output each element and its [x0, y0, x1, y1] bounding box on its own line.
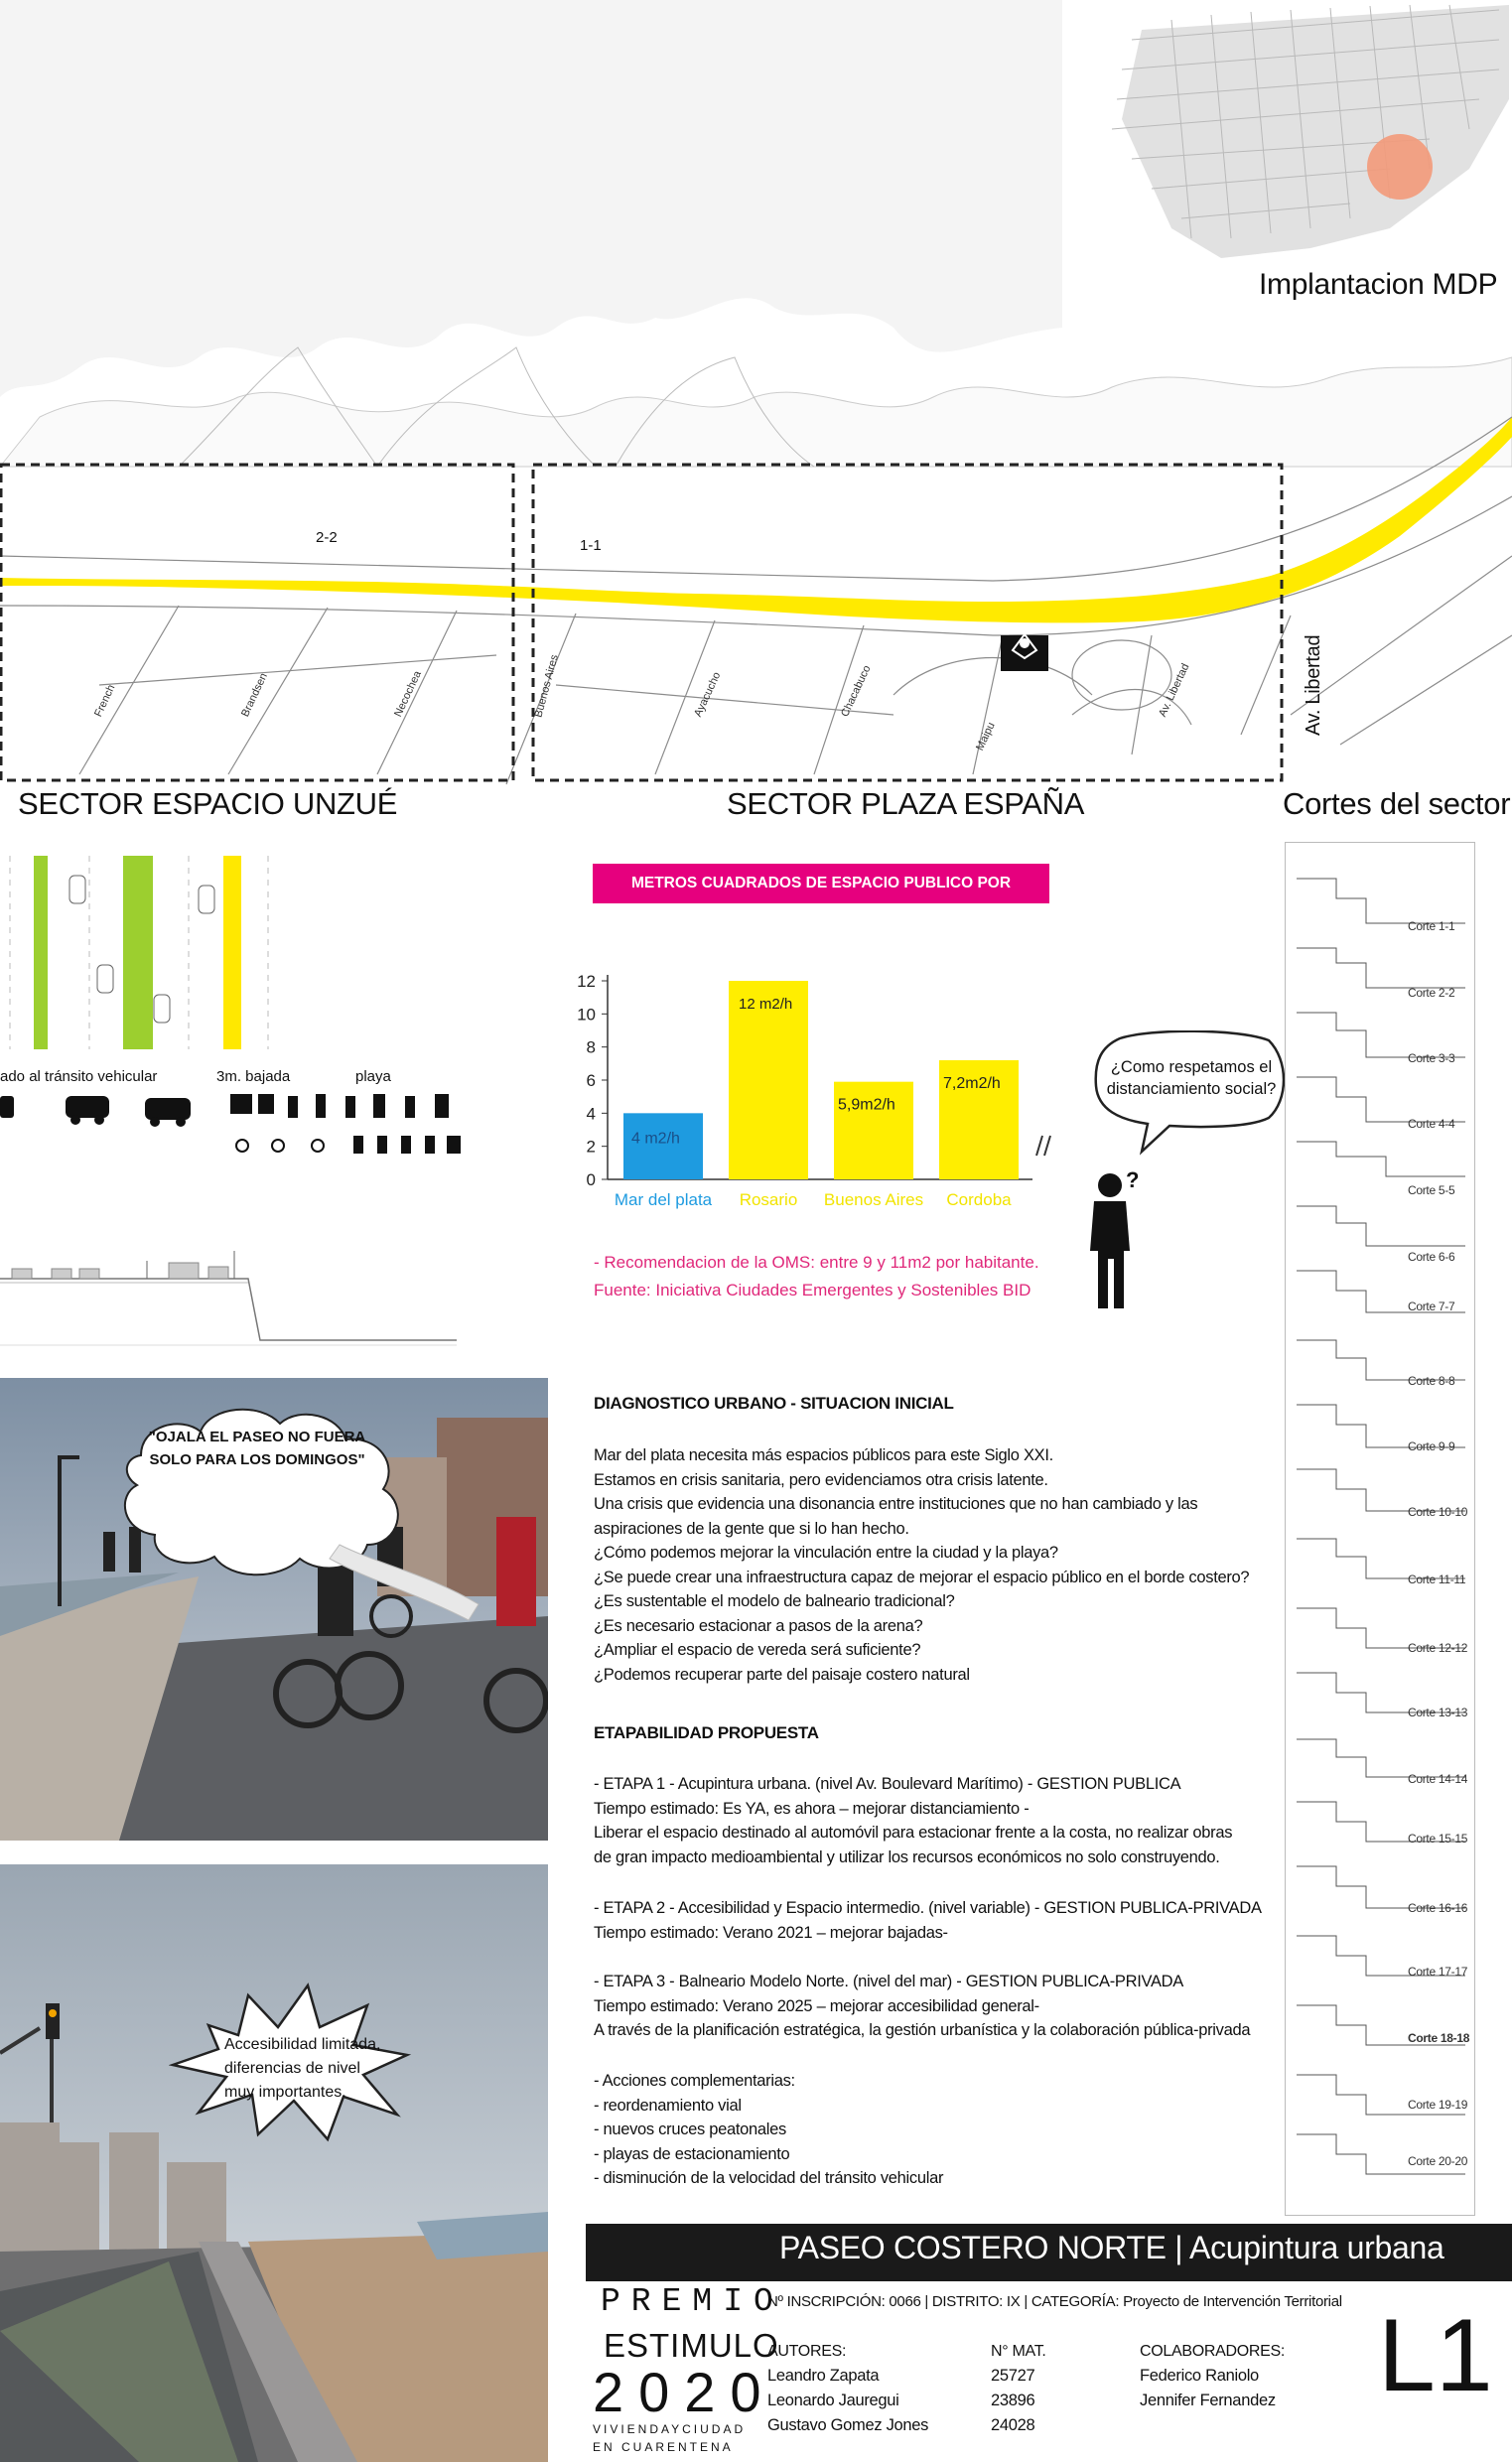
autor-3: Gustavo Gomez Jones [767, 2416, 929, 2434]
corte-label: Corte 9-9 [1408, 1439, 1455, 1453]
etapa-1: - ETAPA 1 - Acupintura urbana. (nivel Av. Boulevard Marítimo) - GESTION PUBLICA Tiempo estimado: Es YA, es ahora – mejorar distanciamiento - Liberar el espacio destinado al automóvil para estacionar frente a la costa, no realizar obras de gran impacto medioambiental y utilizar los recursos económicos no solo construyendo. [594, 1775, 1233, 1866]
section-label-1-1: 1-1 [580, 537, 602, 554]
mat-1: 25727 [991, 2367, 1035, 2385]
corte-label: Corte 12-12 [1408, 1641, 1468, 1655]
corte-label: Corte 15-15 [1408, 1832, 1468, 1846]
category-label: Rosario [739, 1190, 798, 1209]
sheet-number: L1 [1378, 2298, 1493, 2413]
corte-label: Corte 10-10 [1408, 1505, 1468, 1519]
corte-label: Corte 1-1 [1408, 919, 1455, 933]
street-label: French [92, 682, 118, 719]
corte-label: Corte 16-16 [1408, 1901, 1468, 1915]
bar-chart [556, 933, 1112, 1231]
coast-map [0, 0, 1512, 794]
autores-label: AUTORES: [767, 2343, 847, 2360]
data-label: 12 m2/h [739, 996, 793, 1013]
map-marker-icon [1001, 634, 1048, 671]
cortes-title: Cortes del sector [1283, 786, 1511, 821]
street-plan-drawing [0, 856, 288, 1054]
category-label: Cordoba [946, 1190, 1012, 1209]
corte-label: Corte 5-5 [1408, 1183, 1455, 1197]
corte-label: Corte 6-6 [1408, 1250, 1455, 1264]
acciones: - Acciones complementarias: - reordenamiento vial - nuevos cruces peatonales - playas de estacionamiento - disminución de la velocidad del tránsito vehicular [594, 2072, 944, 2187]
tagline-1: VIVIENDAYCIUDAD [593, 2422, 747, 2436]
chart-note-oms: - Recomendacion de la OMS: entre 9 y 11m2 por habitante. [594, 1253, 1039, 1272]
diagnostico-heading: DIAGNOSTICO URBANO - SITUACION INICIAL [594, 1394, 954, 1413]
colab-2: Jennifer Fernandez [1140, 2392, 1276, 2409]
street-label-vehicular: ado al tránsito vehicular [0, 1068, 158, 1085]
mat-label: N° MAT. [991, 2343, 1046, 2360]
inscripcion-line: Nº INSCRIPCIÓN: 0066 | DISTRITO: IX | CATEGORÍA: Proyecto de Intervención Territorial [767, 2293, 1342, 2310]
y-tick-label: 8 [586, 1037, 596, 1057]
speech-distanciamiento: ¿Como respetamos el distanciamiento social? [1106, 1058, 1277, 1098]
corte-label: Corte 17-17 [1408, 1965, 1468, 1979]
autor-2: Leonardo Jauregui [767, 2392, 899, 2409]
diagnostico-body: Mar del plata necesita más espacios públicos para este Siglo XXI. Estamos en crisis sanitaria, pero evidenciamos otra crisis latente. Una crisis que evidencia una disonancia entre instituciones que no han cambiado y las aspiraciones de la gente que si lo han hecho. ¿Cómo podemos mejorar la vinculación entre la ciudad y la playa? ¿Se puede crear una infraestructura capaz de mejorar el espacio público en el borde costero? ¿Es sustentable el modelo de balneario tradicional? ¿Es necesario estacionar a pasos de la arena? ¿Ampliar el espacio de vereda será suficiente? ¿Podemos recuperar parte del paisaje costero natural [594, 1446, 1250, 1684]
corte-label: Corte 13-13 [1408, 1706, 1468, 1719]
corte-label: Corte 4-4 [1408, 1117, 1455, 1131]
chart-title-box: METROS CUADRADOS DE ESPACIO PUBLICO POR HABITANTE [593, 864, 1049, 903]
mat-3: 24028 [991, 2416, 1035, 2434]
corte-label: Corte 19-19 [1408, 2098, 1468, 2112]
y-tick-label: 2 [586, 1137, 596, 1157]
mat-2: 23896 [991, 2392, 1035, 2409]
section-label-2-2: 2-2 [316, 529, 338, 546]
corte-label: Corte 11-11 [1408, 1573, 1466, 1586]
av-libertad-label: Av. Libertad [1303, 634, 1324, 736]
street-label-bajada: 3m. bajada [216, 1068, 291, 1085]
thinking-person-icon [1082, 1171, 1152, 1310]
photo-costanera [0, 1864, 548, 2462]
street-label: Chacabuco [839, 663, 874, 719]
category-label: Mar del plata [614, 1190, 713, 1209]
corte-label: Corte 8-8 [1408, 1374, 1455, 1388]
tagline-2: EN CUARENTENA [593, 2440, 734, 2454]
y-tick-label: 0 [586, 1170, 596, 1189]
etapa-3: - ETAPA 3 - Balneario Modelo Norte. (nivel del mar) - GESTION PUBLICA-PRIVADA Tiempo estimado: Verano 2025 – mejorar accesibilidad general- A través de la planificación estratégica, la gestión urbanística y la colaboración pública-privada [594, 1973, 1251, 2039]
data-label: 5,9m2/h [838, 1096, 895, 1114]
street-label: Ayacucho [692, 670, 724, 719]
implantacion-title: Implantacion MDP [1259, 268, 1498, 301]
estimulo-label: ESTIMULO [604, 2327, 779, 2364]
corte-label: Corte 18-18 [1408, 2031, 1470, 2045]
y-tick-label: 10 [577, 1005, 596, 1025]
year-label: 2020 [593, 2361, 776, 2423]
colab-1: Federico Raniolo [1140, 2367, 1259, 2385]
y-tick-label: 6 [586, 1071, 596, 1090]
etapa-2: - ETAPA 2 - Accesibilidad y Espacio intermedio. (nivel variable) - GESTION PUBLICA-PRIVADA Tiempo estimado: Verano 2021 – mejorar bajadas- [594, 1899, 1262, 1942]
corte-label: Corte 7-7 [1408, 1299, 1455, 1313]
street-label: Av. Libertad [1157, 661, 1192, 719]
colab-label: COLABORADORES: [1140, 2343, 1286, 2360]
speech-accesibilidad: Accesibilidad limitada, diferencias de nivel muy importantes. [224, 2036, 381, 2101]
y-tick-label: 4 [586, 1104, 596, 1124]
data-label: 4 m2/h [631, 1130, 680, 1148]
street-label: Maipu [974, 720, 998, 752]
premio-label: PREMIO [601, 2283, 784, 2320]
chart-note-fuente: Fuente: Iniciativa Ciudades Emergentes y Sostenibles BID [594, 1281, 1031, 1299]
street-label-playa: playa [355, 1068, 391, 1085]
corte-label: Corte 14-14 [1408, 1772, 1468, 1786]
corte-label: Corte 20-20 [1408, 2154, 1468, 2168]
data-label: 7,2m2/h [943, 1075, 1001, 1092]
street-label: Brandsen [239, 671, 270, 719]
y-tick-label: 12 [577, 972, 596, 991]
corte-label: Corte 3-3 [1408, 1051, 1455, 1065]
category-label: Buenos Aires [823, 1190, 924, 1209]
sector-unzue-title: SECTOR ESPACIO UNZUÉ [18, 786, 398, 821]
street-section-drawing [0, 1231, 457, 1350]
sector-plaza-title: SECTOR PLAZA ESPAÑA [727, 786, 1085, 821]
user-icons-row [0, 1084, 477, 1163]
corte-label: Corte 2-2 [1408, 986, 1455, 1000]
etapas-heading: ETAPABILIDAD PROPUESTA [594, 1723, 819, 1742]
project-title: PASEO COSTERO NORTE | Acupintura urbana [779, 2230, 1444, 2265]
street-label: Buenos Aires [532, 653, 561, 719]
break-mark [1032, 1134, 1054, 1158]
svg-text:?: ? [1126, 1171, 1140, 1192]
speech-ojala: "OJALA EL PASEO NO FUERA SOLO PARA LOS DOMINGOS" [148, 1429, 366, 1468]
autor-1: Leandro Zapata [767, 2367, 880, 2385]
street-label: Necochea [392, 669, 424, 719]
